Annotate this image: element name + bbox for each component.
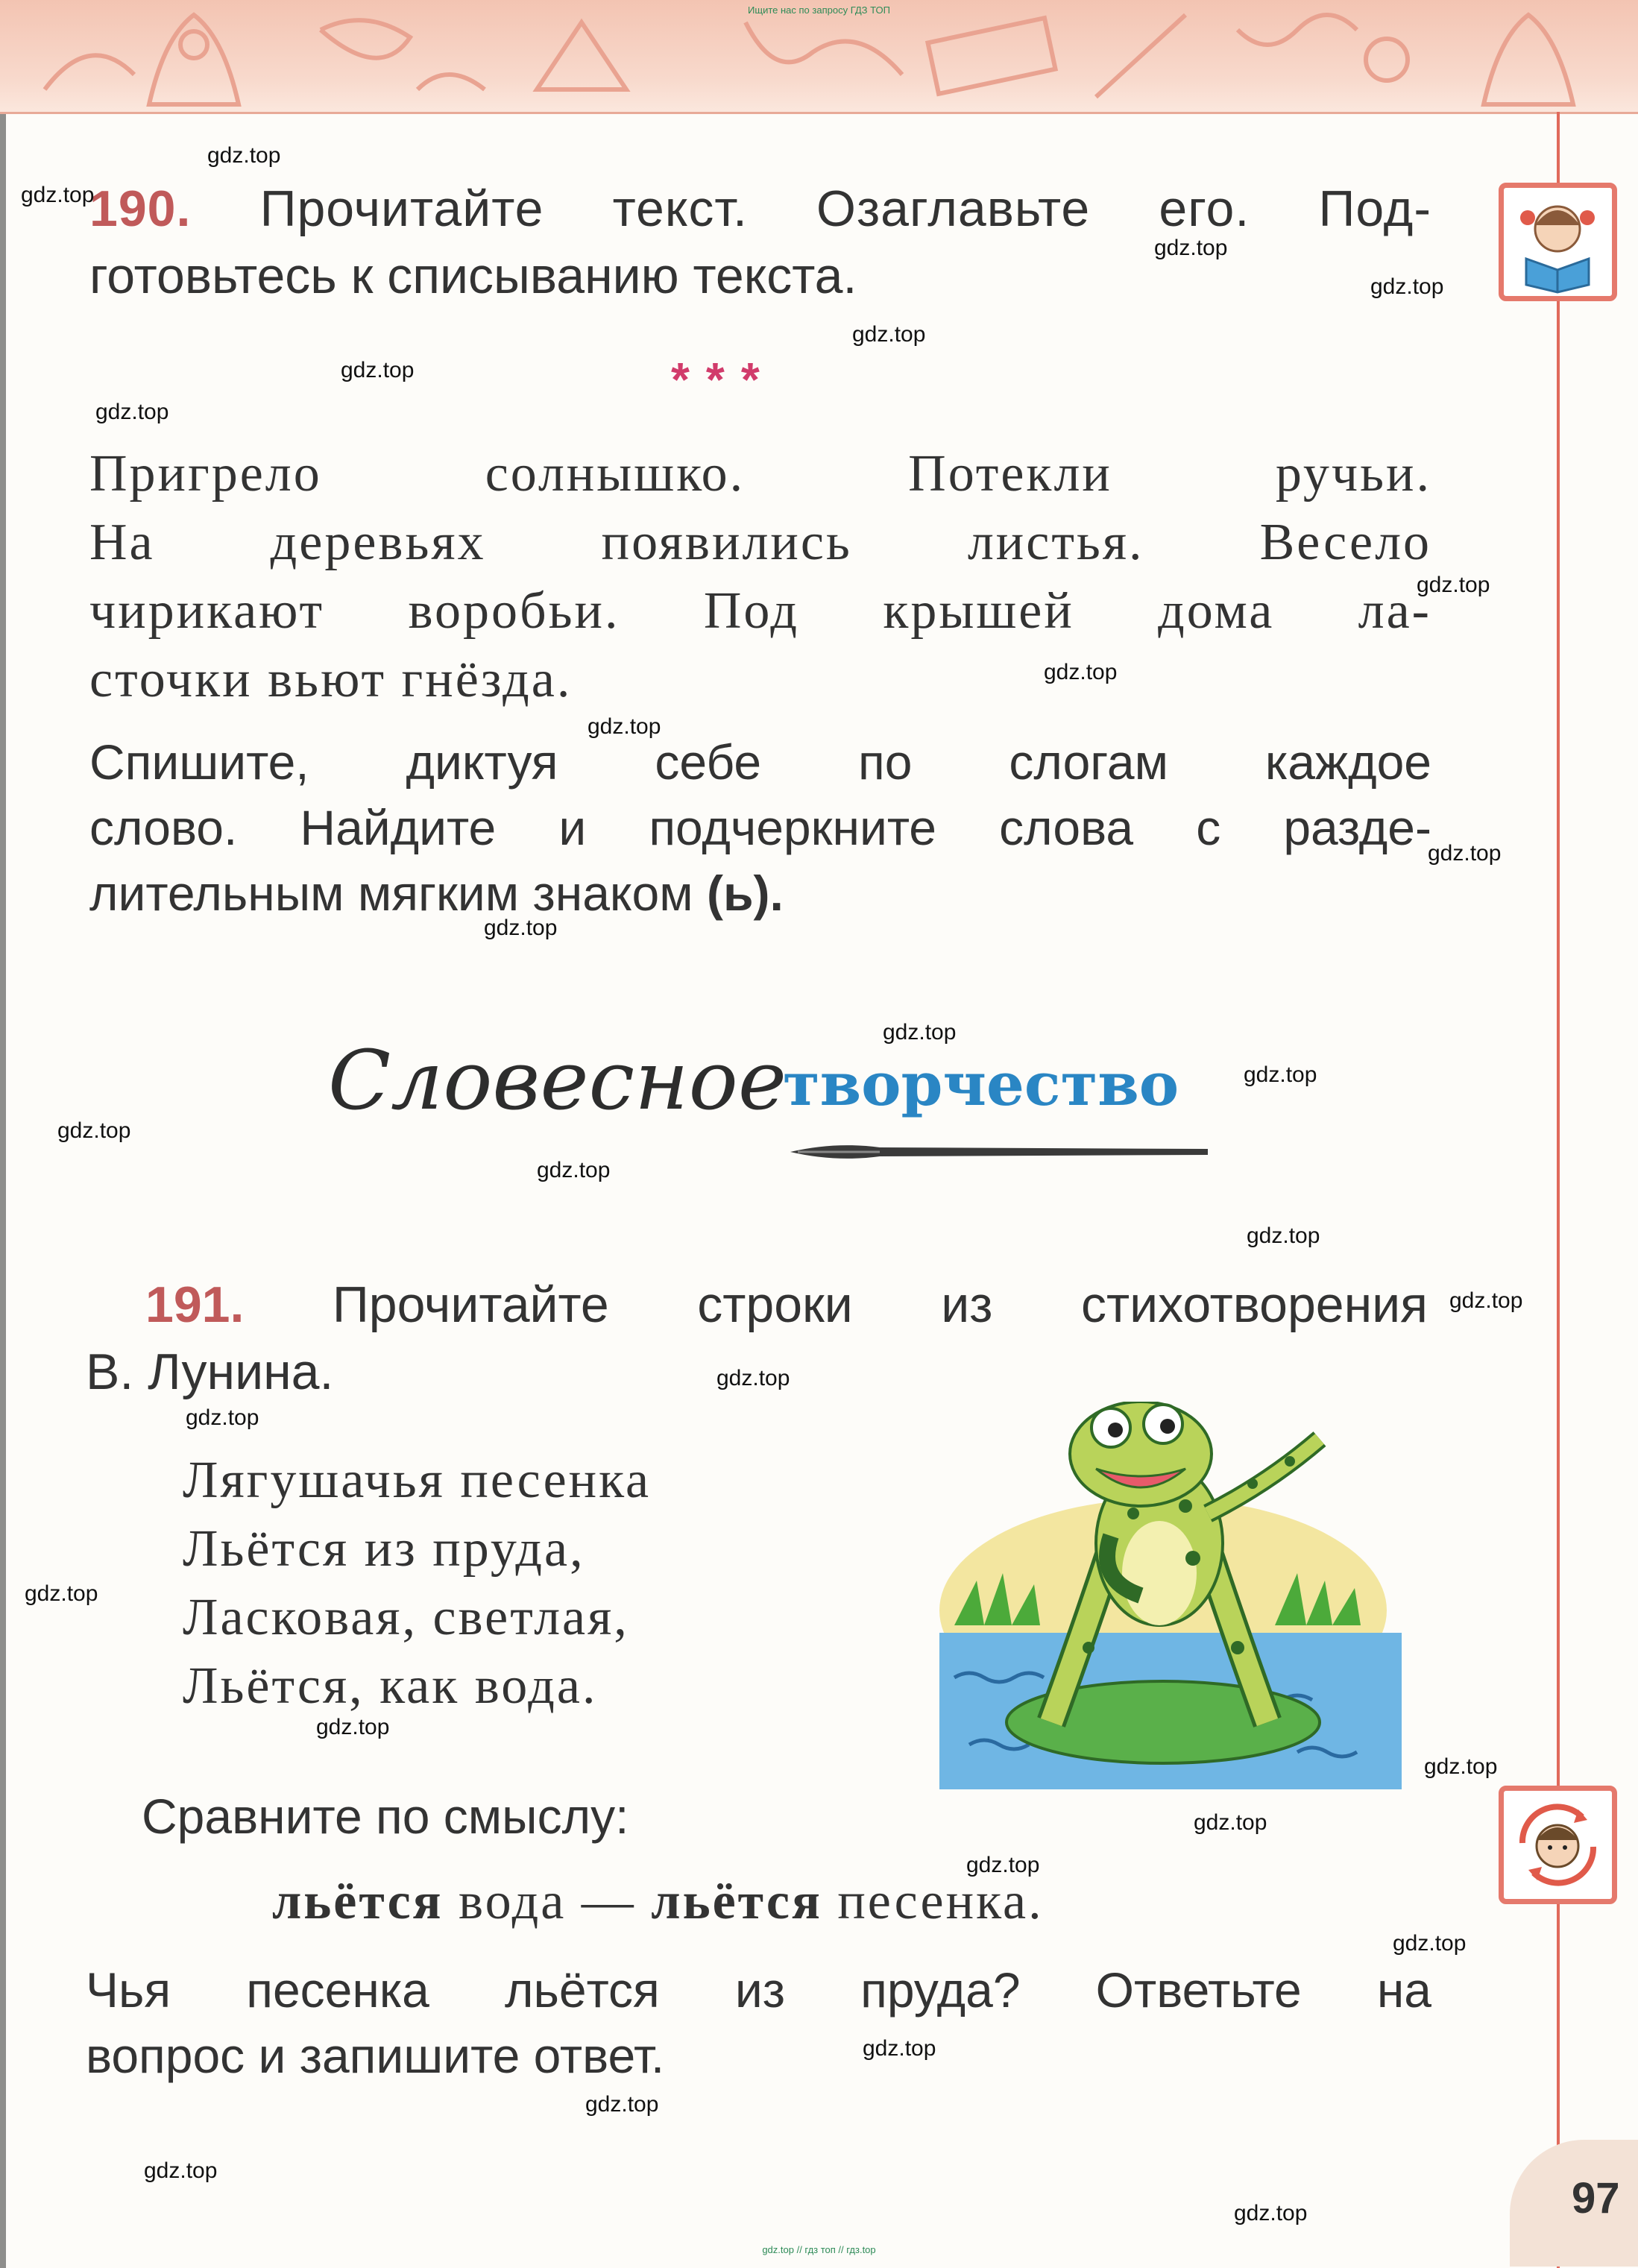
watermark: gdz.top: [1044, 660, 1118, 684]
assignment-line: лительным мягким знаком: [89, 866, 693, 921]
watermark: gdz.top: [966, 1853, 1040, 1877]
watermark: gdz.top: [1417, 573, 1490, 597]
frog-illustration: [939, 1402, 1402, 1789]
compare-mid: вода —: [459, 1873, 636, 1930]
compare-bold-1: льётся: [272, 1873, 444, 1930]
task-number: 190.: [89, 180, 192, 237]
bottom-note: gdz.top // гдз топ // гдз.top: [762, 2244, 876, 2255]
watermark: gdz.top: [95, 400, 169, 424]
thinking-boy-icon: [1499, 1786, 1617, 1904]
margin-line: [1557, 112, 1560, 2268]
watermark: gdz.top: [883, 1020, 957, 1045]
watermark: gdz.top: [852, 322, 926, 347]
watermark: gdz.top: [1247, 1223, 1320, 1248]
task-number: 191.: [145, 1276, 245, 1333]
watermark: gdz.top: [1393, 1931, 1467, 1956]
poem-line: Ласковая, светлая,: [183, 1589, 629, 1646]
text-line: Пригрело солнышко. Потекли ручьи.: [89, 445, 1431, 503]
text-line: сточки вьют гнёзда.: [89, 651, 573, 708]
school-doodles-icon: [0, 0, 1638, 112]
watermark: gdz.top: [1428, 841, 1502, 866]
watermark: gdz.top: [57, 1118, 131, 1143]
watermark: gdz.top: [25, 1581, 98, 1606]
poem-line: Лягушачья песенка: [183, 1452, 652, 1509]
question-line: вопрос и запишите ответ.: [86, 2028, 665, 2083]
feather-pen-icon: [790, 1137, 1208, 1167]
compare-label: Сравните по смыслу:: [142, 1789, 629, 1844]
watermark: gdz.top: [863, 2036, 936, 2061]
poem-line: Льётся, как вода.: [183, 1657, 598, 1715]
watermark: gdz.top: [1194, 1810, 1267, 1835]
page-edge: [0, 0, 6, 2268]
watermark: gdz.top: [1449, 1288, 1523, 1313]
watermark: gdz.top: [588, 714, 661, 739]
poem-line: Льётся из пруда,: [183, 1520, 585, 1578]
watermark: gdz.top: [316, 1715, 390, 1739]
watermark: gdz.top: [21, 183, 95, 207]
section-title: [328, 1033, 1223, 1174]
section-bold-title: творчество: [783, 1049, 1179, 1119]
task-190-instruction-2: готовьтесь к списыванию текста.: [89, 248, 857, 304]
text-line: На деревьях появились листья. Весело: [89, 514, 1431, 571]
watermark: gdz.top: [207, 143, 281, 168]
compare-end: песенка.: [837, 1873, 1044, 1930]
section-script-title: Словесное: [328, 1033, 787, 1128]
compare-bold-2: льётся: [651, 1873, 822, 1930]
watermark: gdz.top: [537, 1158, 611, 1182]
assignment-line: Спишите, диктуя себе по слогам каждое: [89, 734, 1431, 790]
text-line: чирикают воробьи. Под крышей дома ла-: [89, 582, 1431, 640]
watermark: gdz.top: [1234, 2201, 1308, 2226]
watermark: gdz.top: [484, 916, 558, 940]
task-190-text: [89, 440, 1431, 714]
question-line: Чья песенка льётся из пруда? Ответьте на: [86, 1962, 1431, 2017]
watermark: gdz.top: [1424, 1754, 1498, 1779]
compare-phrase: [272, 1868, 1044, 1936]
task-191-instruction: [145, 1271, 1428, 1338]
assignment-line: слово. Найдите и подчеркните слова с разде-: [89, 800, 1431, 855]
watermark: gdz.top: [144, 2158, 218, 2183]
stars-divider: ***: [671, 353, 776, 406]
header-banner: [0, 0, 1638, 114]
watermark: gdz.top: [186, 1405, 259, 1430]
soft-sign: (ь).: [706, 866, 784, 921]
task-190-assignment: [89, 729, 1431, 926]
watermark: gdz.top: [1244, 1062, 1317, 1087]
watermark: gdz.top: [716, 1366, 790, 1390]
task-191-instruction-2: В. Лунина.: [86, 1344, 334, 1400]
watermark: gdz.top: [1154, 236, 1228, 260]
task-190-instruction: [89, 175, 1431, 242]
instruction-line: Прочитайте текст. Озаглавьте его. Под-: [259, 180, 1431, 237]
page-number: 97: [1572, 2174, 1620, 2223]
top-note: Ищите нас по запросу ГДЗ ТОП: [748, 4, 890, 16]
instruction-line: Прочитайте строки из стихотворения: [332, 1276, 1428, 1333]
watermark: gdz.top: [341, 358, 415, 382]
watermark: gdz.top: [1370, 274, 1444, 299]
question: [86, 1957, 1431, 2088]
poem: [183, 1446, 651, 1721]
reading-girl-icon: [1499, 183, 1617, 301]
watermark: gdz.top: [585, 2092, 659, 2117]
